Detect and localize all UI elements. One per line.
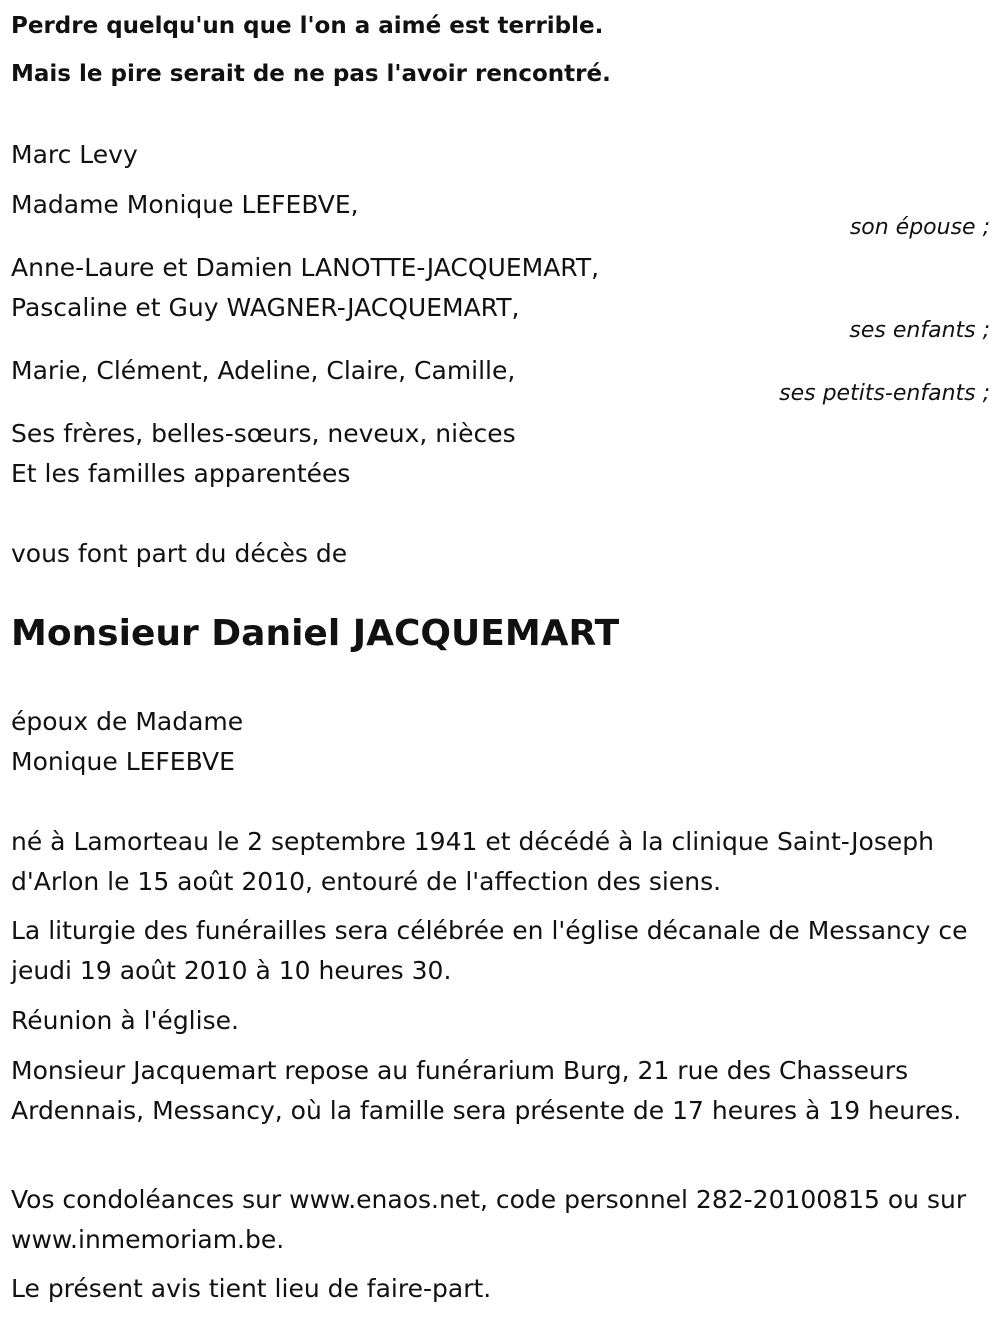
grandchildren: Marie, Clément, Adeline, Claire, Camille, <box>11 356 516 385</box>
notice-paragraph: Le présent avis tient lieu de faire-part. <box>11 1274 492 1303</box>
announcement: vous font part du décès de <box>11 539 348 568</box>
children-role: ses enfants ; <box>849 318 990 343</box>
condolences-paragraph: Vos condoléances sur www.enaos.net, code personnel 282-20100815 ou sur www.inmemoriam.be. <box>11 1185 967 1254</box>
spouse-role: son épouse ; <box>849 215 990 240</box>
spouse-name: Madame Monique LEFEBVE, <box>11 190 359 219</box>
quote-line-1: Perdre quelqu'un que l'on a aimé est terrible. <box>11 13 604 39</box>
relatives: Et les familles apparentées <box>11 459 351 488</box>
child-1: Anne-Laure et Damien LANOTTE-JACQUEMART, <box>11 253 600 282</box>
child-2: Pascaline et Guy WAGNER-JACQUEMART, <box>11 293 520 322</box>
liturgy-paragraph: La liturgie des funérailles sera célébrée en l'église décanale de Messancy ce jeudi 19 août 2010 à 10 heures 30. <box>11 916 968 985</box>
rest-paragraph: Monsieur Jacquemart repose au funérarium Burg, 21 rue des Chasseurs Ardennais, Messancy, où la famille sera présente de 17 heures à 19 heures. <box>11 1056 962 1125</box>
meeting-paragraph: Réunion à l'église. <box>11 1006 239 1035</box>
siblings: Ses frères, belles-sœurs, neveux, nièces <box>11 419 516 448</box>
quote-line-2: Mais le pire serait de ne pas l'avoir rencontré. <box>11 61 611 87</box>
spouse-line-1: époux de Madame <box>11 707 244 736</box>
spouse-line-2: Monique LEFEBVE <box>11 747 235 776</box>
deceased-name: Monsieur Daniel JACQUEMART <box>11 613 620 654</box>
birth-death-paragraph: né à Lamorteau le 2 septembre 1941 et décédé à la clinique Saint-Joseph d'Arlon le 15 août 2010, entouré de l'affection des siens. <box>11 827 934 896</box>
grandchildren-role: ses petits-enfants ; <box>779 381 990 406</box>
quote-author: Marc Levy <box>11 140 138 169</box>
